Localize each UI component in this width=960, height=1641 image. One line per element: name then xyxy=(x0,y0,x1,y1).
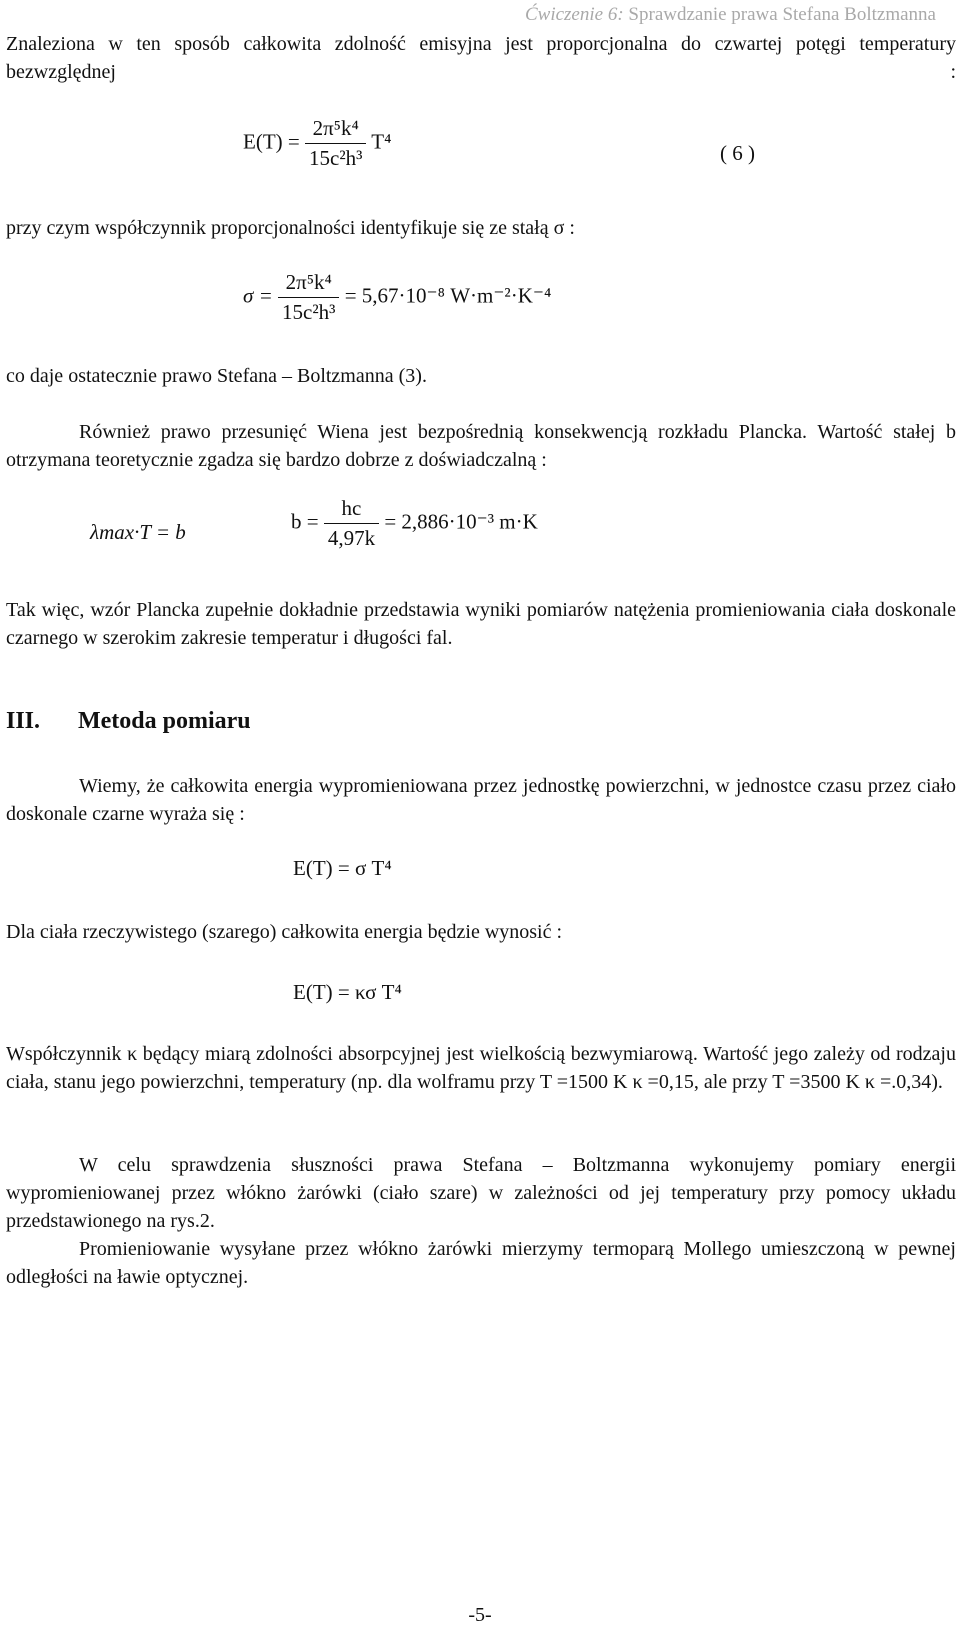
sigma-denominator: 15c²h³ xyxy=(282,300,336,324)
eq6-fraction xyxy=(305,116,366,171)
equation-6 xyxy=(243,116,391,171)
equation-greybody: E(T) = κσ T⁴ xyxy=(293,980,402,1004)
equation-wien-constant xyxy=(291,496,538,551)
paragraph-8: Współczynnik κ będący miarą zdolności absorpcyjnej jest wielkością bezwymiarową. Wartość jego zależy od rodzaju ciała, stanu jego powierzchni, temperatury (np. dla wolframu przy T =1500 K κ =0,15, ale przy T =3500 K κ =.0,34). xyxy=(6,1043,956,1093)
paragraph-5: Tak więc, wzór Plancka zupełnie dokładnie przedstawia wyniki pomiarów natężenia promieniowania ciała doskonale czarnego w szerokim zakresie temperatur i długości fal. xyxy=(6,599,956,649)
equation-sigma xyxy=(243,270,551,325)
exercise-label: Ćwiczenie 6: xyxy=(524,4,624,25)
wien-rhs: = 2,886·10⁻³ m·K xyxy=(384,509,538,534)
sigma-numerator: 2π⁵k⁴ xyxy=(278,270,339,298)
paragraph-4: Również prawo przesunięć Wiena jest bezpośrednią konsekwencją rozkładu Plancka. Wartość stałej b otrzymana teoretycznie zgadza się bardzo dobrze z doświadczalną : xyxy=(6,421,956,471)
paragraph-7: Dla ciała rzeczywistego (szarego) całkowita energia będzie wynosić : xyxy=(6,921,563,943)
equation-wien-law xyxy=(90,520,186,545)
section-number: III. xyxy=(6,708,41,734)
paragraph-3: co daje ostatecznie prawo Stefana – Boltzmanna (3). xyxy=(6,365,427,387)
section-title: Metoda pomiaru xyxy=(78,708,251,734)
sigma-fraction xyxy=(278,270,339,325)
wien-fraction xyxy=(324,496,379,551)
wien-numerator: hc xyxy=(324,496,379,524)
equation-6-label: ( 6 ) xyxy=(720,141,755,165)
eq6-numerator: 2π⁵k⁴ xyxy=(305,116,366,144)
eq6-rhs: T⁴ xyxy=(371,129,392,154)
eq6-denominator: 15c²h³ xyxy=(309,146,363,170)
eq6-lhs: E(T) = xyxy=(243,129,300,154)
exercise-title: Sprawdzanie prawa Stefana Boltzmanna xyxy=(628,4,936,25)
paragraph-9: W celu sprawdzenia słuszności prawa Stefana – Boltzmanna wykonujemy pomiary energii wypromieniowanej przez włókno żarówki (ciało szare) w zależności od jej temperatury przy pomocy układu przedstawionego na rys.2. xyxy=(6,1154,956,1232)
equation-blackbody: E(T) = σ T⁴ xyxy=(293,856,392,880)
paragraph-1: Znaleziona w ten sposób całkowita zdolność emisyjna jest proporcjonalna do czwartej potęgi temperatury bezwzględnej : xyxy=(6,33,956,83)
paragraph-10: Promieniowanie wysyłane przez włókno żarówki mierzymy termoparą Mollego umieszczoną w pewnej odległości na ławie optycznej. xyxy=(6,1238,956,1288)
wien-denominator: 4,97k xyxy=(327,526,376,550)
sigma-lhs: σ = xyxy=(243,283,273,308)
paragraph-2: przy czym współczynnik proporcjonalności identyfikuje się ze stałą σ : xyxy=(6,217,575,239)
page-number: -5- xyxy=(468,1604,492,1626)
paragraph-6: Wiemy, że całkowita energia wypromieniowana przez jednostkę powierzchni, w jednostce czasu przez ciało doskonale czarne wyraża się : xyxy=(6,775,956,825)
wien-b-lhs: b = xyxy=(291,509,319,534)
page-header xyxy=(525,4,936,26)
sigma-rhs: = 5,67·10⁻⁸ W·m⁻²·K⁻⁴ xyxy=(344,283,552,308)
wien-law: λmax·T = b xyxy=(90,520,186,544)
